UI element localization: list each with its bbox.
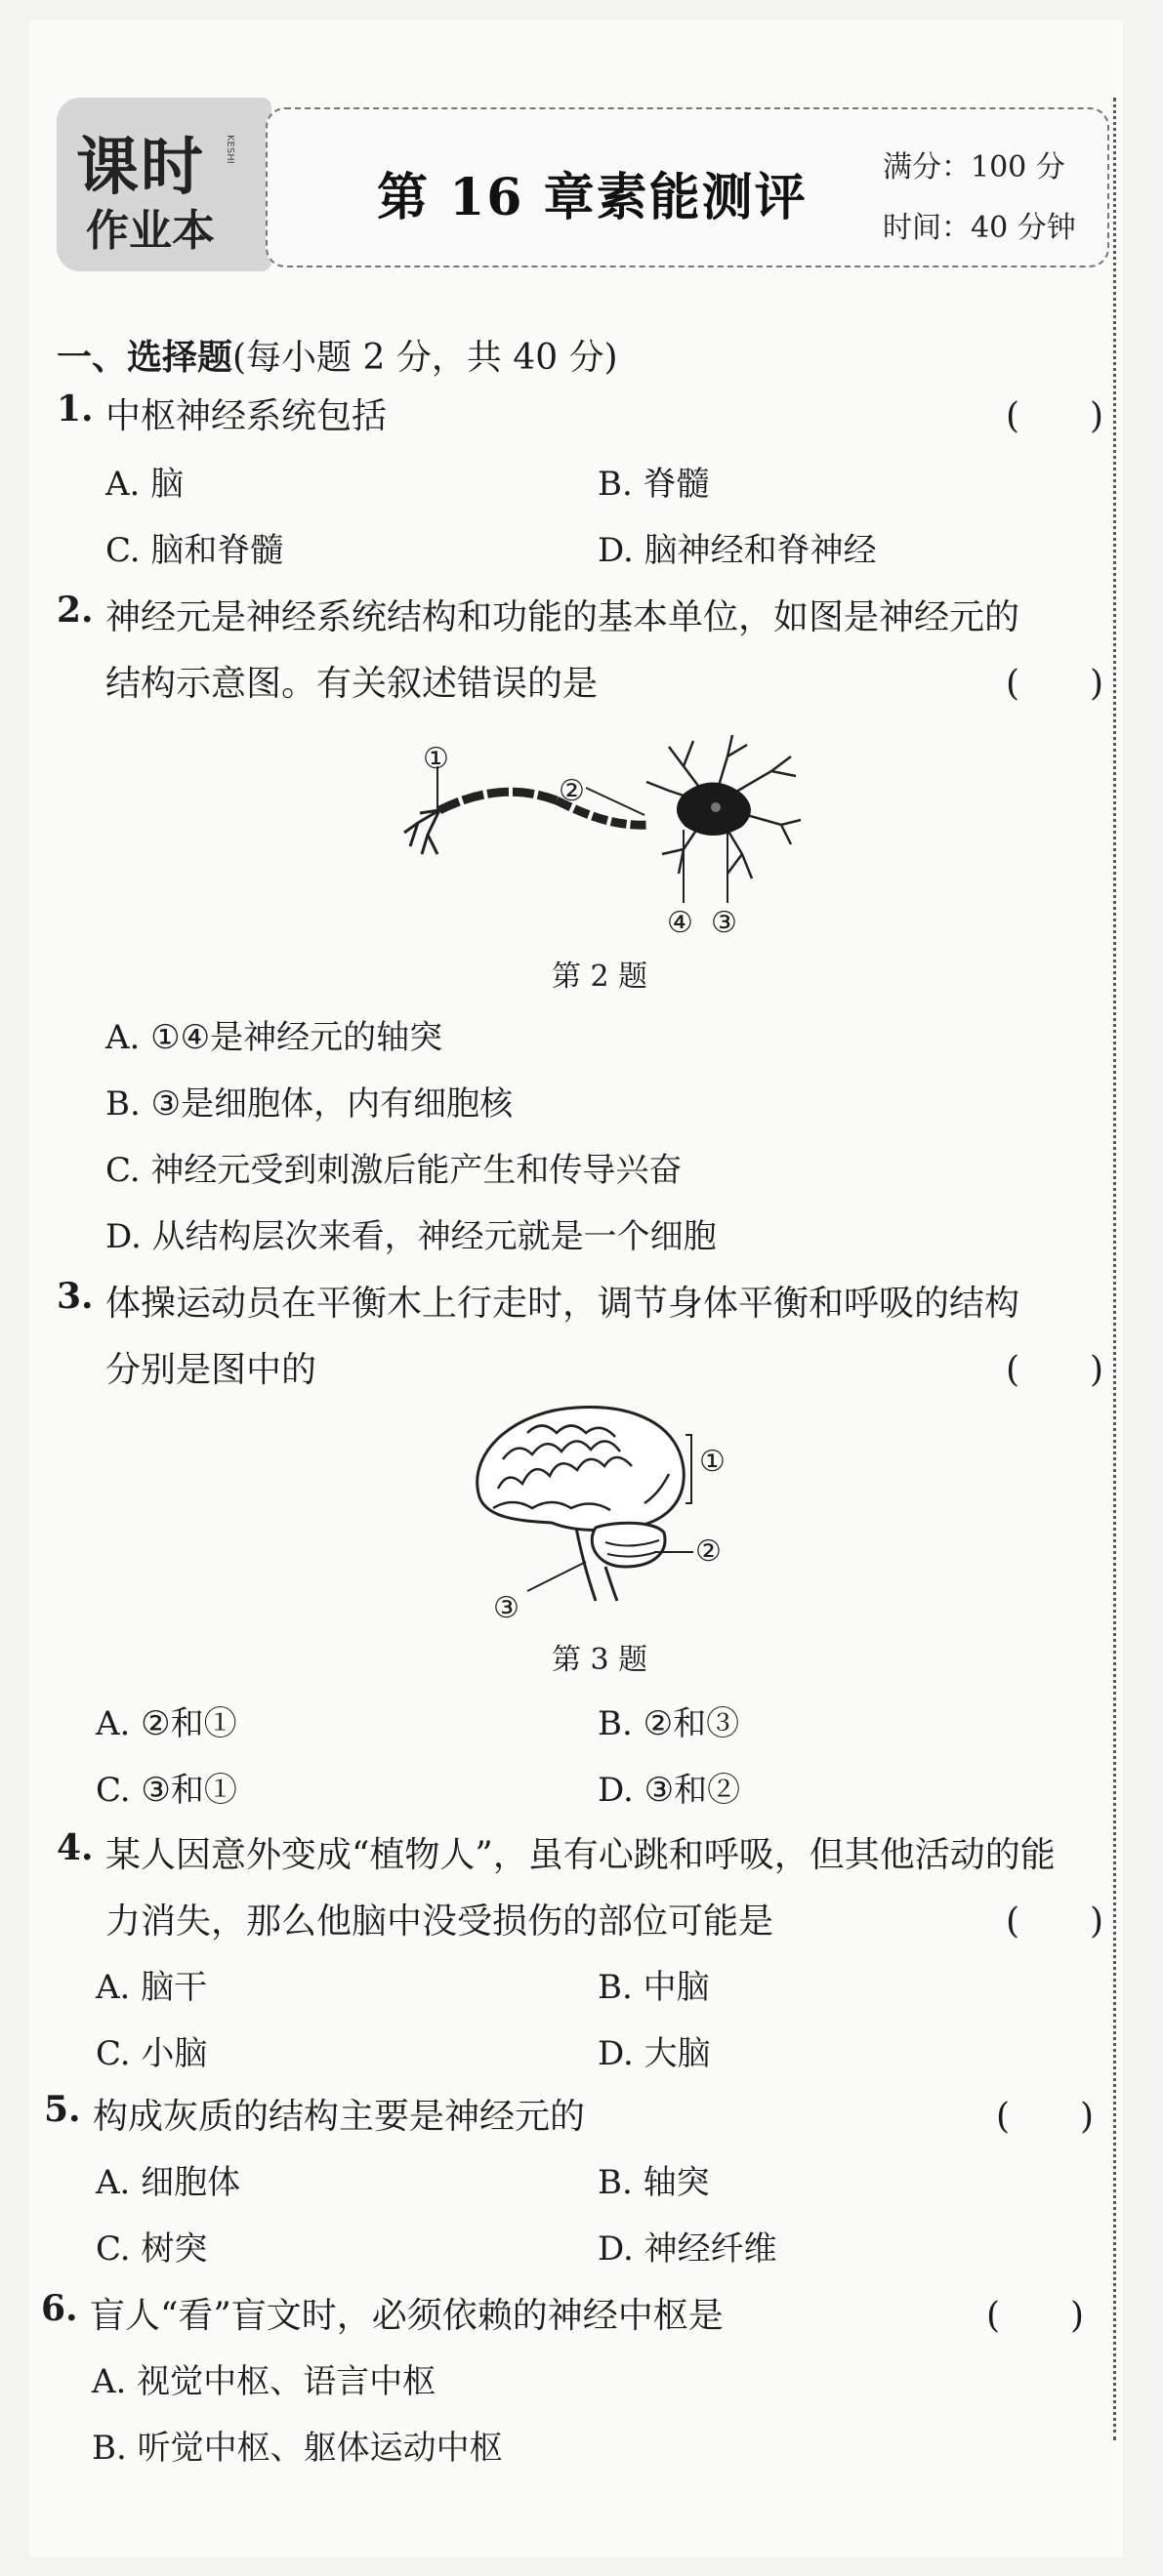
option-a[interactable]: A. 脑干: [96, 1968, 208, 2007]
section-label: 一、选择题: [57, 337, 233, 378]
question-text: 结构示意图。有关叙述错误的是: [105, 664, 599, 704]
answer-blank[interactable]: ( ): [986, 2296, 1085, 2336]
neuron-figure: [391, 717, 810, 947]
option-c[interactable]: C. 小脑: [96, 2034, 208, 2073]
option-b[interactable]: B. ③是细胞体，内有细胞核: [105, 1084, 514, 1124]
option-d[interactable]: D. 大脑: [598, 2034, 711, 2073]
question-number: 5.: [44, 2089, 81, 2130]
section-heading: [57, 330, 618, 380]
question-text: 神经元是神经系统结构和功能的基本单位，如图是神经元的: [105, 597, 1020, 637]
question-number: 2.: [57, 590, 94, 631]
title-box: [266, 107, 1109, 267]
section-note: (每小题 2 分，共 40 分): [232, 338, 618, 378]
option-c[interactable]: C. ③和①: [96, 1771, 237, 1810]
option-b[interactable]: B. 轴突: [598, 2163, 710, 2202]
question-number: 4.: [57, 1827, 94, 1868]
answer-blank[interactable]: ( ): [1006, 1350, 1104, 1390]
option-a[interactable]: A. ①④是神经元的轴突: [105, 1018, 443, 1057]
option-d[interactable]: D. ③和②: [598, 1771, 741, 1810]
figure-label-4: ④: [667, 906, 693, 940]
logo-tag-text: KESHI: [225, 135, 235, 164]
question-text: 构成灰质的结构主要是神经元的: [93, 2097, 586, 2137]
figure-caption: 第 2 题: [552, 960, 648, 994]
question-number: 6.: [41, 2288, 78, 2329]
question-text: 力消失，那么他脑中没受损伤的部位可能是: [105, 1901, 774, 1942]
option-c[interactable]: C. 树突: [96, 2229, 208, 2269]
logo: [57, 98, 271, 271]
option-d[interactable]: D. 脑神经和脊神经: [598, 531, 877, 570]
option-d[interactable]: D. 从结构层次来看，神经元就是一个细胞: [105, 1217, 717, 1256]
figure-label-3: ③: [711, 906, 737, 940]
option-a[interactable]: A. 细胞体: [96, 2163, 241, 2202]
figure-label-2: ②: [559, 774, 585, 808]
option-b[interactable]: B. ②和③: [598, 1704, 740, 1743]
question-text: 体操运动员在平衡木上行走时，调节身体平衡和呼吸的结构: [105, 1284, 1020, 1324]
figure-label-3: ③: [493, 1591, 519, 1625]
question-number: 1.: [57, 388, 94, 429]
figure-label-1: ①: [699, 1445, 726, 1479]
figure-label-1: ①: [423, 742, 449, 776]
answer-blank[interactable]: ( ): [996, 2097, 1095, 2137]
question-text: 分别是图中的: [105, 1350, 317, 1390]
question-text: 中枢神经系统包括: [105, 396, 388, 436]
option-b[interactable]: B. 脊髓: [598, 465, 710, 504]
question-number: 3.: [57, 1276, 94, 1317]
option-b[interactable]: B. 中脑: [598, 1968, 710, 2007]
option-d[interactable]: D. 神经纤维: [598, 2229, 777, 2269]
option-c[interactable]: C. 神经元受到刺激后能产生和传导兴奋: [105, 1151, 683, 1190]
figure-label-2: ②: [695, 1534, 722, 1569]
option-c[interactable]: C. 脑和脊髓: [105, 531, 284, 570]
time-limit: 时间：40 分钟: [883, 211, 1076, 245]
logo-top-text: 课时: [76, 132, 205, 204]
option-a[interactable]: A. ②和①: [96, 1704, 237, 1743]
answer-blank[interactable]: ( ): [1006, 664, 1104, 704]
binding-dotted-line: [1113, 98, 1116, 2440]
logo-bottom-text: 作业本: [86, 206, 215, 256]
answer-blank[interactable]: ( ): [1006, 396, 1104, 436]
figure-caption: 第 3 题: [552, 1643, 648, 1677]
option-b[interactable]: B. 听觉中枢、躯体运动中枢: [92, 2429, 503, 2468]
page-title: 第 16 章素能测评: [377, 168, 808, 227]
full-score: 满分：100 分: [883, 150, 1065, 184]
question-text: 盲人“看”盲文时，必须依赖的神经中枢是: [90, 2296, 724, 2336]
option-a[interactable]: A. 视觉中枢、语言中枢: [92, 2362, 436, 2401]
question-text: 某人因意外变成“植物人”，虽有心跳和呼吸，但其他活动的能: [105, 1835, 1056, 1875]
answer-blank[interactable]: ( ): [1006, 1901, 1104, 1942]
option-a[interactable]: A. 脑: [105, 465, 185, 504]
